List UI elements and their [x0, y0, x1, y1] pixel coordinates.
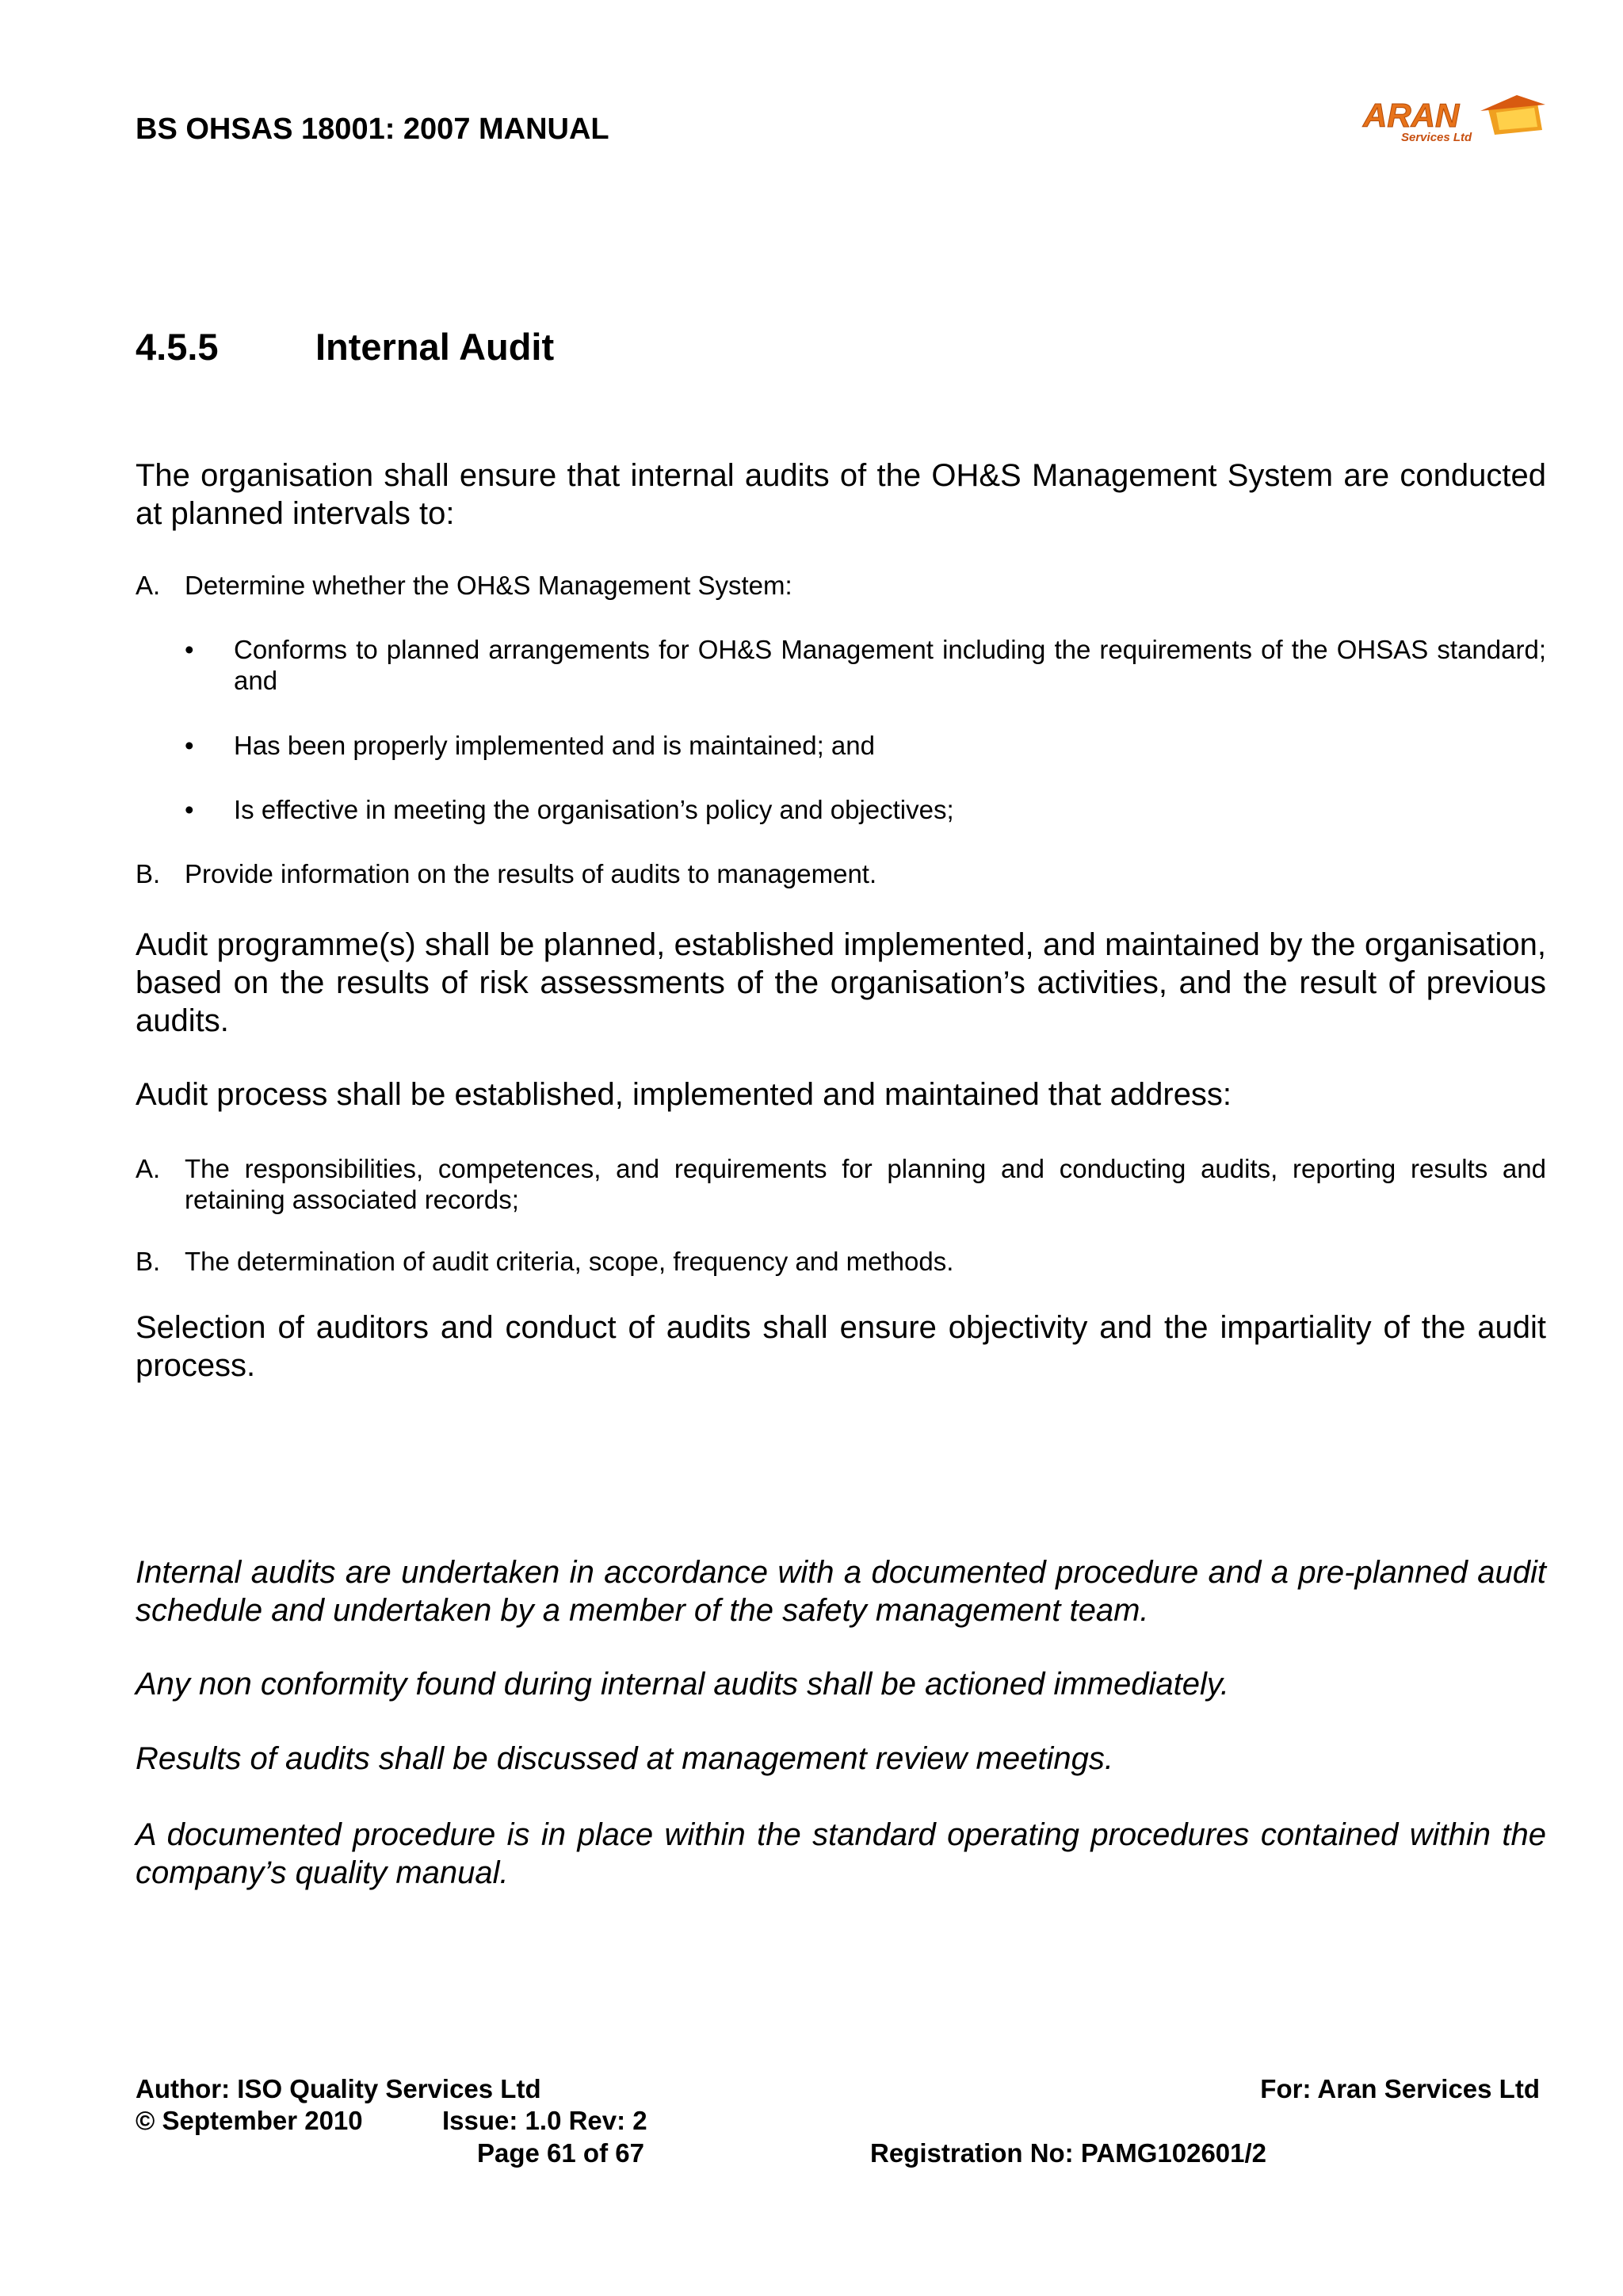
- bullet-icon: •: [185, 635, 194, 664]
- list-marker: A.: [136, 1154, 161, 1183]
- list-item-text: Provide information on the results of audits to management.: [185, 859, 877, 888]
- bullet-icon: •: [185, 731, 194, 760]
- italic-paragraph: Internal audits are undertaken in accordance with a documented procedure and a pre-planned audit schedule and undertaken by a member of the safety management team.: [136, 1555, 1546, 1628]
- footer-copyright: © September 2010: [136, 2106, 363, 2135]
- intro-paragraph: The organisation shall ensure that internal audits of the OH&S Management System are conducted at planned intervals to:: [136, 458, 1546, 531]
- programme-paragraph: Audit programme(s) shall be planned, established implemented, and maintained by the organisation, based on the results of risk assessments of the organisation’s activities, and the result of previous audits.: [136, 927, 1546, 1038]
- bullet-item: [185, 730, 1546, 762]
- list-item: [136, 1246, 1546, 1278]
- list-marker: B.: [136, 859, 161, 888]
- bullet-item: [185, 794, 1546, 826]
- bullet-text: Is effective in meeting the organisation’s policy and objectives;: [234, 795, 954, 824]
- italic-paragraph: Results of audits shall be discussed at management review meetings.: [136, 1741, 1113, 1776]
- list-item: [136, 570, 1546, 602]
- footer-for: For: Aran Services Ltd: [1260, 2074, 1540, 2103]
- bullet-icon: •: [185, 795, 194, 824]
- aran-logo: [1361, 92, 1552, 147]
- italic-paragraph: Any non conformity found during internal audits shall be actioned immediately.: [136, 1667, 1230, 1702]
- logo-subtext: Services Ltd: [1401, 131, 1472, 144]
- selection-paragraph: Selection of auditors and conduct of audits shall ensure objectivity and the impartiality of the audit process.: [136, 1310, 1546, 1383]
- list-marker: B.: [136, 1247, 161, 1276]
- section-heading: [136, 325, 554, 369]
- bullet-text: Conforms to planned arrangements for OH&S Management including the requirements of the OHSAS standard; and: [234, 635, 1546, 695]
- footer-registration: Registration No: PAMG102601/2: [870, 2138, 1267, 2168]
- footer-author: Author: ISO Quality Services Ltd: [136, 2074, 541, 2103]
- list-marker: A.: [136, 571, 161, 600]
- aran-logo-graphic: [1361, 92, 1552, 147]
- list-item-text: The determination of audit criteria, scope, frequency and methods.: [185, 1247, 954, 1276]
- logo-wordmark: ARAN: [1363, 97, 1460, 134]
- italic-paragraph: A documented procedure is in place within the standard operating procedures contained within the company’s quality manual.: [136, 1817, 1546, 1890]
- section-number: 4.5.5: [136, 326, 219, 368]
- document-header-title: BS OHSAS 18001: 2007 MANUAL: [136, 113, 609, 146]
- list-item-text: Determine whether the OH&S Management System:: [185, 571, 792, 600]
- footer-page-number: Page 61 of 67: [477, 2138, 644, 2168]
- list-item: [136, 1153, 1546, 1217]
- section-title: Internal Audit: [315, 326, 555, 368]
- bullet-item: [185, 634, 1546, 697]
- list-item: [136, 858, 1546, 890]
- process-paragraph: Audit process shall be established, implemented and maintained that address:: [136, 1077, 1232, 1112]
- footer-issue: Issue: 1.0 Rev: 2: [442, 2106, 647, 2135]
- list-item-text: The responsibilities, competences, and requirements for planning and conducting audits, reporting results and retaining associated records;: [185, 1154, 1546, 1214]
- bullet-text: Has been properly implemented and is maintained; and: [234, 731, 875, 760]
